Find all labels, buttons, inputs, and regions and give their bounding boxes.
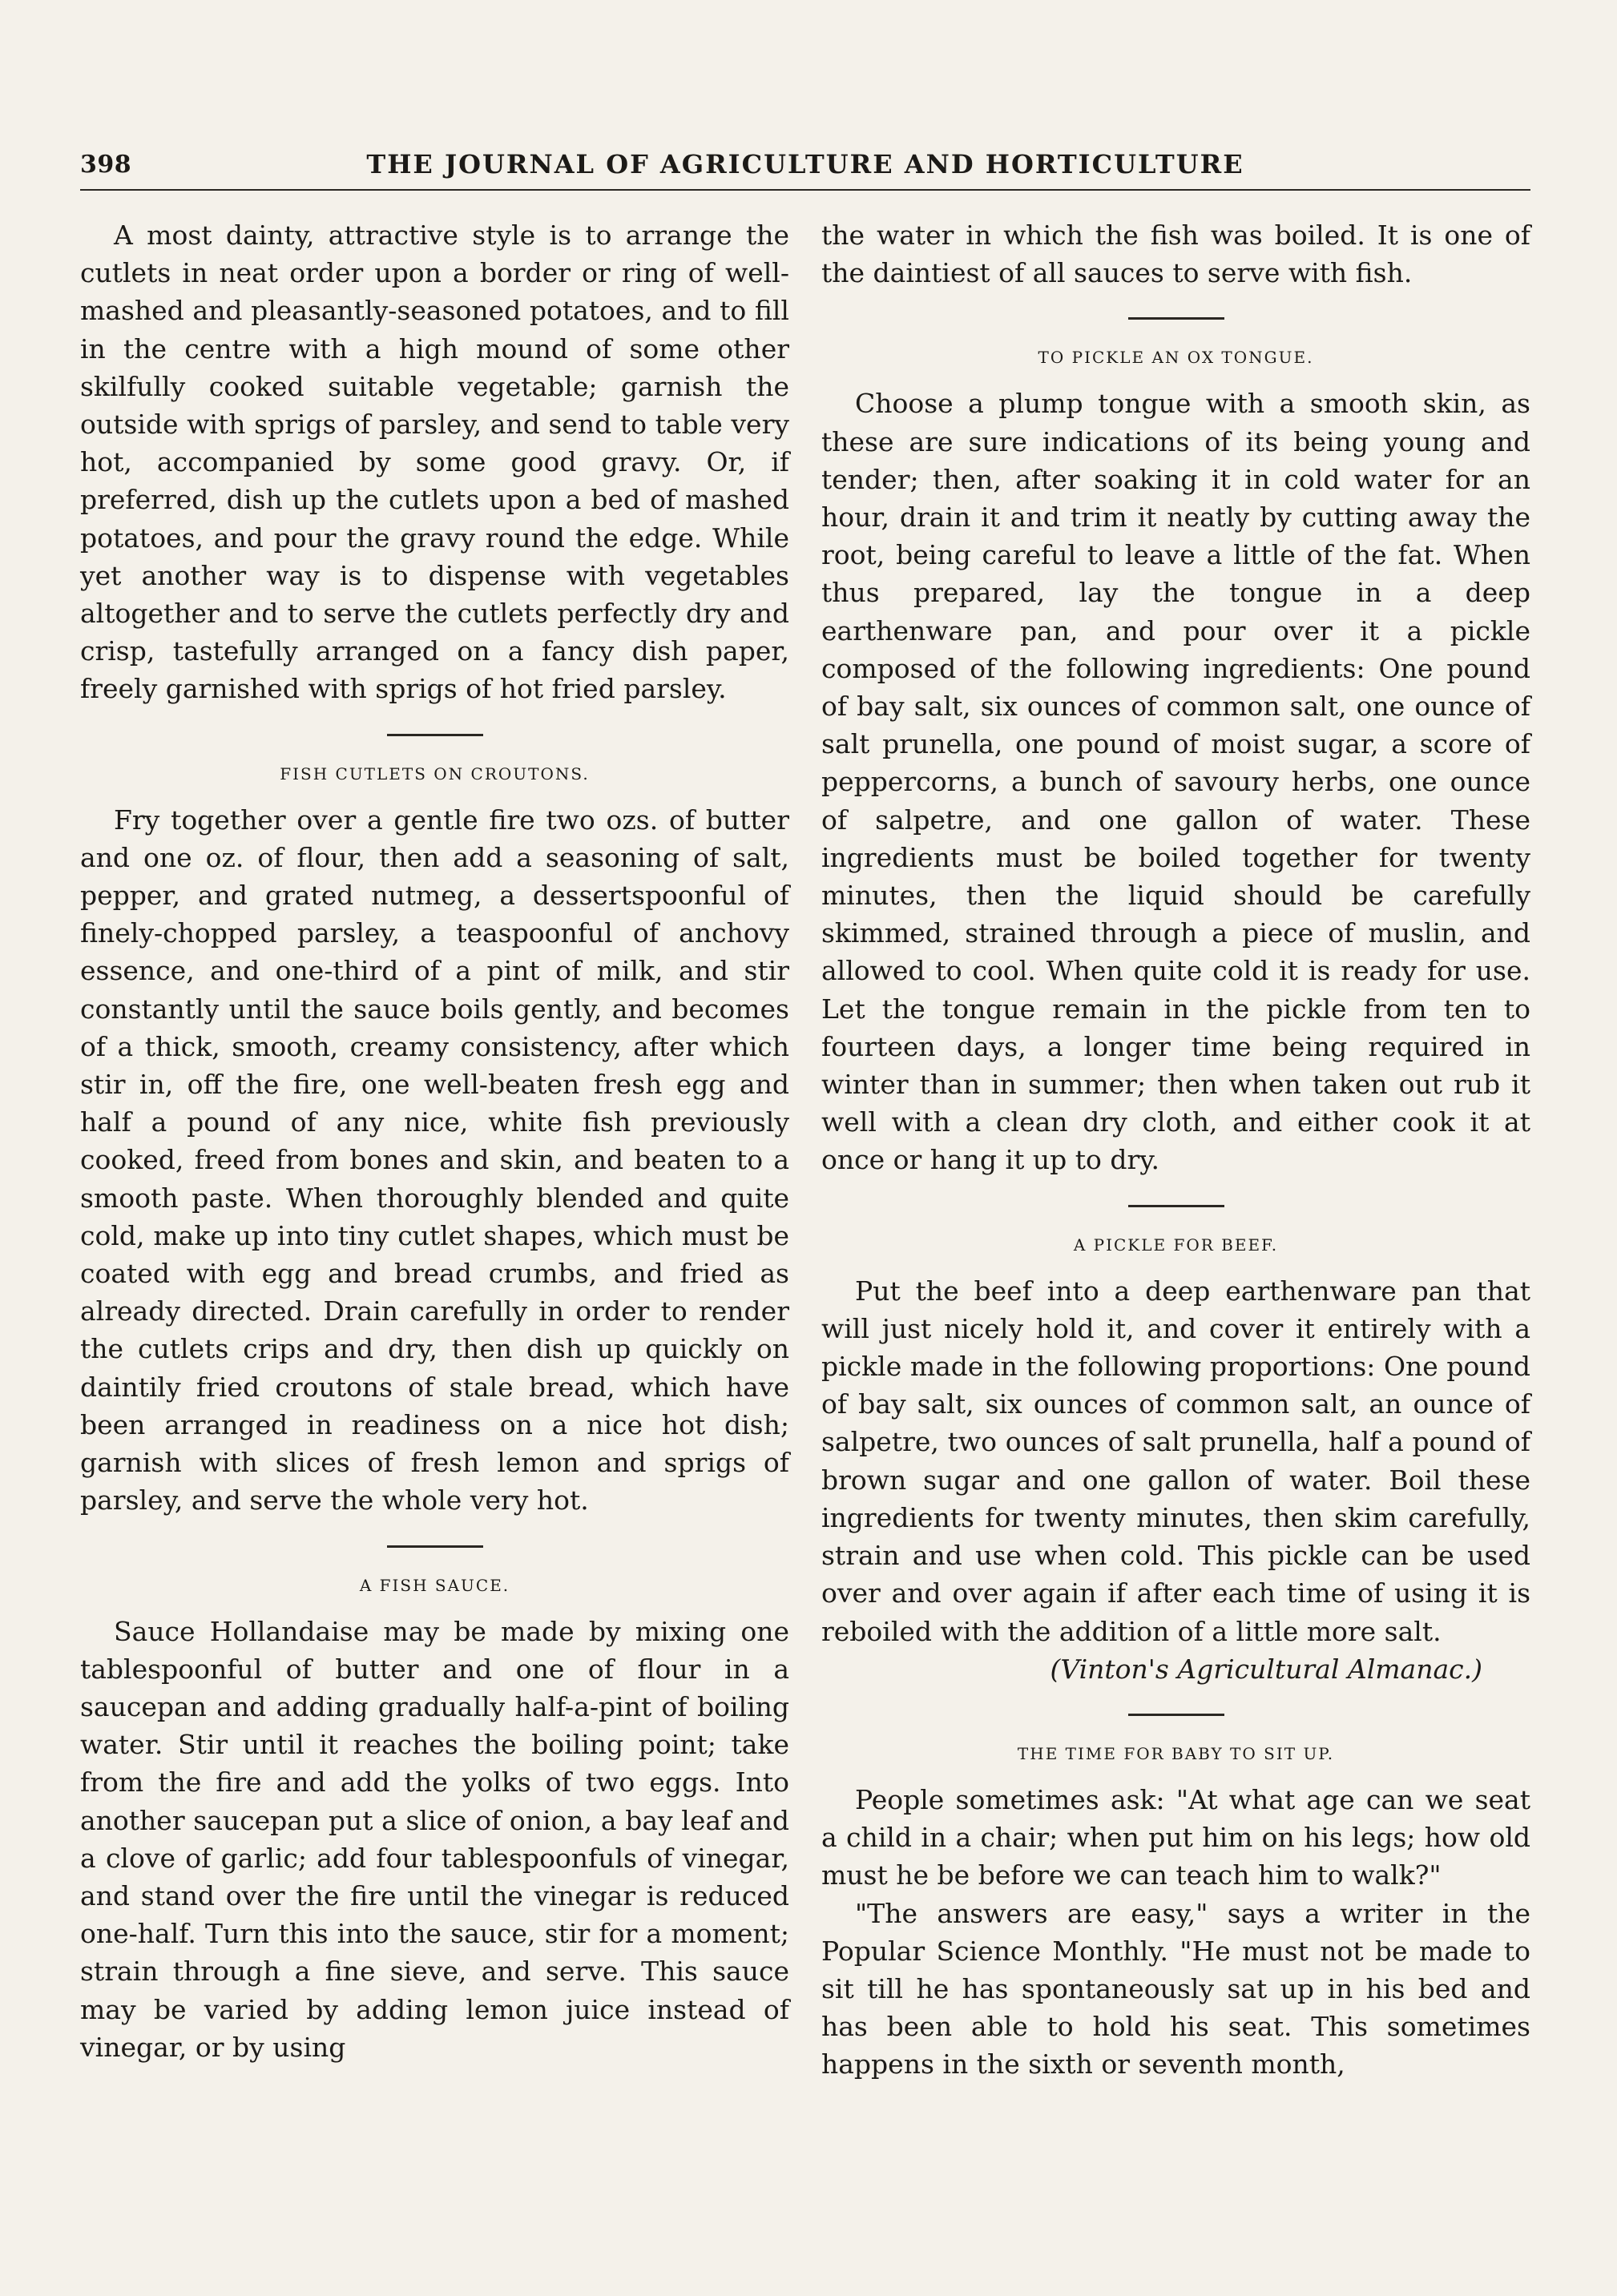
baby-sit-up-heading: THE TIME FOR BABY TO SIT UP. (1017, 1743, 1335, 1763)
page-number: 398 (80, 151, 132, 179)
fish-sauce-continuation: the water in which the fish was boiled. It is one of the daintiest of all sauces to serve with fish. (821, 220, 1530, 289)
section-divider (1128, 1205, 1224, 1207)
fish-sauce-heading: A FISH SAUCE. (359, 1575, 510, 1595)
fish-cutlets-heading: FISH CUTLETS ON CROUTONS. (280, 763, 590, 783)
cutlets-serving-paragraph: A most dainty, attractive style is to arrange the cutlets in neat order upon a border or ring of well-mashed and pleasantly-seasoned potatoes, and to fill in the centre with a high mound of some other skilfully cooked suitable vegetable; garnish the outside with sprigs of parsley, and send to table very hot, accompanied by some good gravy. Or, if preferred, dish up the cutlets upon a bed of mashed potatoes, and pour the gravy round the edge. While yet another way is to dispense with vegetables altogether and to serve the cutlets perfectly dry and crisp, tastefully arranged on a fancy dish paper, freely garnished with sprigs of hot fried parsley. (80, 220, 789, 705)
left-column (80, 216, 789, 2066)
fish-cutlets-paragraph: Fry together over a gentle fire two ozs. of butter and one oz. of flour, then add a seasoning of salt, pepper, and grated nutmeg, a dessertspoonful of finely-chopped parsley, a teaspoonful of anchovy essence, and one-third of a pint of milk, and stir constantly until the sauce boils gently, and becomes of a thick, smooth, creamy consistency, after which stir in, off the fire, one well-beaten fresh egg and half a pound of any nice, white fish previously cooked, freed from bones and skin, and beaten to a smooth paste. When thoroughly blended and quite cold, make up into tiny cutlet shapes, which must be coated with egg and bread crumbs, and fried as already directed. Drain carefully in order to render the cutlets crips and dry, then dish up quickly on daintily fried croutons of stale bread, which have been arranged in readiness on a nice hot dish; garnish with slices of fresh lemon and sprigs of parsley, and serve the whole very hot. (80, 804, 789, 1517)
page-header (80, 149, 1530, 191)
ox-tongue-heading: TO PICKLE AN OX TONGUE. (1038, 348, 1314, 368)
baby-sit-up-paragraph-2: "The answers are easy," says a writer in the Popular Science Monthly. "He must not be made to sit till he has spontaneously sat up in his bed and has been able to hold his seat. This sometimes happens in the sixth or seventh month, (821, 1897, 1530, 2080)
fish-sauce-paragraph: Sauce Hollandaise may be made by mixing one tablespoonful of butter and one of flour in a saucepan and adding gradually half-a-pint of boiling water. Stir until it reaches the boiling point; take from the fire and add the yolks of two eggs. Into another saucepan put a slice of onion, a bay leaf and a clove of garlic; add four tablespoonfuls of vinegar, and stand over the fire until the vinegar is reduced one-half. Turn this into the sauce, stir for a moment; strain through a fine sieve, and serve. This sauce may be varied by adding lemon juice instead of vinegar, or by using (80, 1615, 789, 2063)
section-divider (1128, 317, 1224, 320)
beef-pickle-paragraph: Put the beef into a deep earthenware pan that will just nicely hold it, and cover it entirely with a pickle made in the following proportions: One pound of bay salt, six ounces of common salt, an ounce of salpetre, two ounces of salt prunella, half a pound of brown sugar and one gallon of water. Boil these ingredients for twenty minutes, then skim carefully, strain and use when cold. This pickle can be used over and over again if after each time of using it is reboiled with the addition of a little more salt. (821, 1275, 1530, 1647)
section-divider (1128, 1714, 1224, 1716)
baby-sit-up-paragraph-1: People sometimes ask: "At what age can we seat a child in a chair; when put him on his legs; how old must he be before we can teach him to walk?" (821, 1783, 1530, 1891)
beef-pickle-source: (Vinton's Agricultural Almanac.) (1050, 1653, 1482, 1685)
running-title: THE JOURNAL OF AGRICULTURE AND HORTICULTURE (366, 149, 1244, 179)
ox-tongue-paragraph: Choose a plump tongue with a smooth skin, as these are sure indications of its being young and tender; then, after soaking it in cold water for an hour, drain it and trim it neatly by cutting away the root, being careful to leave a little of the fat. When thus prepared, lay the tongue in a deep earthenware pan, and pour over it a pickle composed of the following ingredients: One pound of bay salt, six ounces of common salt, one ounce of salt prunella, one pound of moist sugar, a score of peppercorns, a bunch of savoury herbs, one ounce of salpetre, and one gallon of water. These ingredients must be boiled together for twenty minutes, then the liquid should be carefully skimmed, strained through a piece of muslin, and allowed to cool. When quite cold it is ready for use. Let the tongue remain in the pickle from ten to fourteen days, a longer time being required in winter than in summer; then when taken out rub it well with a clean dry cloth, and either cook it at once or hang it up to dry. (821, 388, 1530, 1176)
beef-pickle-heading: A PICKLE FOR BEEF. (1073, 1235, 1279, 1255)
section-divider (387, 1545, 483, 1548)
section-divider (387, 734, 483, 736)
right-column (821, 216, 1530, 2084)
